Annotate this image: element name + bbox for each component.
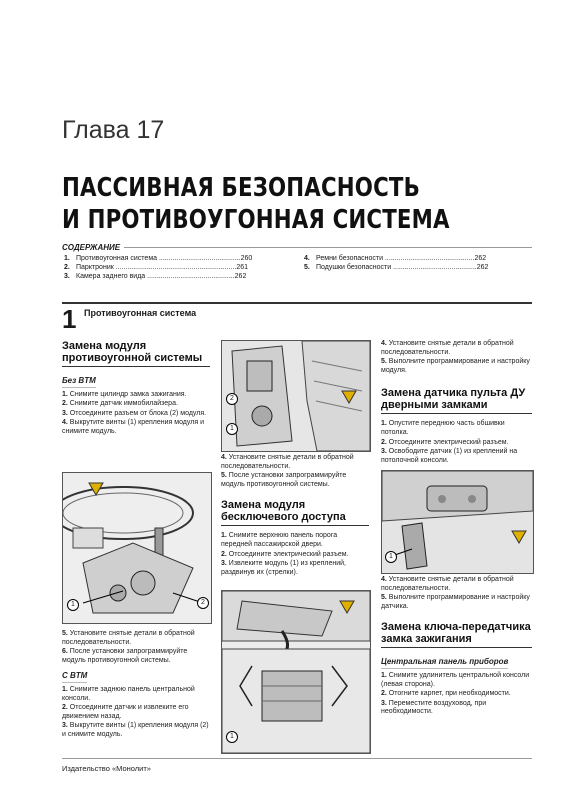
step-item xyxy=(381,672,532,689)
step-item xyxy=(381,420,532,437)
step-item xyxy=(62,686,210,703)
step-text: Установите снятые детали в обратной последовательности. xyxy=(381,340,514,356)
title-line-1: ПАССИВНАЯ БЕЗОПАСНОСТЬ xyxy=(62,173,421,203)
step-number: 5. xyxy=(62,630,68,637)
steps-list xyxy=(62,686,210,740)
step-number: 2. xyxy=(381,438,387,446)
step-number: 1. xyxy=(381,420,387,428)
step-item xyxy=(62,391,210,400)
step-text: После установки запрограммируйте модуль противоугонной системы. xyxy=(62,648,188,664)
step-text: Установите снятые детали в обратной последовательности. xyxy=(381,576,514,592)
step-number: 3. xyxy=(62,409,68,417)
section-bar xyxy=(62,302,532,334)
column-3-bottom xyxy=(381,576,532,718)
callout-2: 2 xyxy=(197,597,209,609)
step-number: 3. xyxy=(381,448,387,456)
step-number: 5. xyxy=(381,594,387,602)
chapter-label: Глава 17 xyxy=(62,116,165,144)
step-item xyxy=(221,551,369,560)
title-line-2: И ПРОТИВОУГОННАЯ СИСТЕМА xyxy=(62,205,450,235)
step-text: Выкрутите винты (1) крепления модуля (2) и снимите модуль. xyxy=(62,722,209,738)
step-text: Выполните программирование и настройку датчика. xyxy=(381,594,530,610)
figure-ceiling-sensor xyxy=(381,470,534,574)
footer-publisher: Издательство «Монолит» xyxy=(62,764,151,773)
step-text: Снимите цилиндр замка зажигания. xyxy=(69,390,187,398)
steps-list xyxy=(62,391,210,437)
toc-entry-text: Парктроник ..............................................................261 xyxy=(76,264,248,271)
step-item xyxy=(221,532,369,549)
step-text: Снимите заднюю панель центральной консоли. xyxy=(62,685,195,702)
step-number: 4. xyxy=(381,576,387,583)
toc-entry[interactable] xyxy=(64,254,290,263)
step-number: 1. xyxy=(62,685,68,693)
toc-entry-number: 1. xyxy=(64,255,70,262)
step-number: 6. xyxy=(62,648,68,656)
callout-1: 1 xyxy=(226,731,238,743)
step-text: Отсоедините разъем от блока (2) модуля. xyxy=(69,409,207,417)
step-item xyxy=(62,400,210,409)
step-text: Снимите верхнюю панель порога передней пассажирской двери. xyxy=(221,532,338,548)
step-number: 1. xyxy=(62,390,68,398)
step-text: Отогните карпет, при необходимости. xyxy=(388,690,511,698)
subheading-with-btm: С BTM xyxy=(62,672,87,683)
toc-entry-number: 4. xyxy=(304,255,310,262)
heading-keyless-module: Замена модуля бесключевого доступа xyxy=(221,499,369,526)
step-number: 3. xyxy=(62,722,68,730)
step-item xyxy=(381,690,532,699)
heading-immobilizer-module: Замена модуля противоугонной системы xyxy=(62,340,210,367)
step-item xyxy=(381,576,532,593)
steps-list xyxy=(381,576,532,611)
steps-list xyxy=(381,340,532,375)
step-item xyxy=(221,472,369,489)
column-2-text xyxy=(221,454,369,578)
step-number: 2. xyxy=(62,400,68,408)
steps-list xyxy=(381,420,532,465)
step-number: 5. xyxy=(221,472,227,480)
step-item xyxy=(62,410,210,419)
toc-entry-text: Противоугонная система ..........................................260 xyxy=(76,255,253,262)
column-3-top xyxy=(381,340,532,466)
heading-remote-sensor: Замена датчика пульта ДУ дверными замками xyxy=(381,387,532,414)
toc-entry[interactable] xyxy=(304,263,530,272)
step-number: 2. xyxy=(221,550,227,558)
step-number: 5. xyxy=(381,358,387,366)
step-number: 4. xyxy=(221,454,227,461)
callout-2: 2 xyxy=(226,393,238,405)
toc-entry-number: 3. xyxy=(64,273,70,280)
footer-divider xyxy=(62,758,532,759)
steps-list xyxy=(62,630,210,665)
step-text: Отсоедините электрический разъем. xyxy=(228,550,349,558)
toc-entry[interactable] xyxy=(64,263,290,272)
toc-entry-number: 5. xyxy=(304,264,310,271)
step-text: Установите снятые детали в обратной последовательности. xyxy=(62,630,195,646)
callout-1: 1 xyxy=(226,423,238,435)
step-number: 1. xyxy=(381,671,387,679)
step-text: Установите снятые детали в обратной последовательности. xyxy=(221,454,354,470)
step-text: Снимите удлинитель центральной консоли (левая сторона). xyxy=(381,671,530,688)
step-text: После установки запрограммируйте модуль противоугонной системы. xyxy=(221,472,347,488)
step-item xyxy=(62,648,210,665)
step-text: Извлеките модуль (1) из креплений, раздвинув их (стрелки). xyxy=(221,560,346,576)
subheading-center-panel: Центральная панель приборов xyxy=(381,658,508,669)
figure-keyless-module xyxy=(221,590,371,754)
step-item xyxy=(62,419,210,436)
steps-list xyxy=(221,532,369,577)
step-text: Отсоедините датчик и извлеките его движением назад. xyxy=(62,704,189,720)
toc-entry[interactable] xyxy=(64,272,290,281)
toc-heading: СОДЕРЖАНИЕ xyxy=(62,243,124,252)
toc-entry-text: Ремни безопасности ..............................................262 xyxy=(316,255,487,262)
step-number: 1. xyxy=(221,532,227,540)
step-text: Отсоедините электрический разъем. xyxy=(388,438,509,446)
section-number: 1 xyxy=(62,304,77,334)
heading-key-transmitter: Замена ключа-передатчика замка зажигания xyxy=(381,621,532,648)
step-number: 3. xyxy=(381,699,387,707)
step-text: Снимите датчик иммобилайзера. xyxy=(69,400,178,408)
step-item xyxy=(381,700,532,717)
callout-1: 1 xyxy=(385,551,397,563)
step-text: Выкрутите винты (1) крепления модуля и снимите модуль. xyxy=(62,419,204,435)
callout-1: 1 xyxy=(67,599,79,611)
step-text: Опустите переднюю часть обшивки потолка. xyxy=(381,420,505,436)
step-item xyxy=(221,560,369,577)
step-item xyxy=(221,454,369,471)
step-item xyxy=(381,439,532,448)
section-title: Противоугонная система xyxy=(84,308,197,318)
step-item xyxy=(62,704,210,721)
step-item xyxy=(381,448,532,465)
steps-list xyxy=(221,454,369,489)
step-item xyxy=(381,594,532,611)
step-number: 2. xyxy=(62,704,68,712)
steps-list xyxy=(381,672,532,717)
step-number: 2. xyxy=(381,690,387,698)
subheading-no-btm: Без BTM xyxy=(62,377,96,388)
toc-entry[interactable] xyxy=(304,254,530,263)
step-item xyxy=(381,340,532,357)
column-1-bottom xyxy=(62,630,210,741)
figure-console-module xyxy=(221,340,371,452)
step-number: 3. xyxy=(221,560,227,568)
toc-entry-text: Камера заднего вида .............................................262 xyxy=(76,273,247,280)
column-1-top xyxy=(62,340,210,438)
step-text: Освободите датчик (1) из креплений на потолочной консоли. xyxy=(381,448,518,464)
step-text: Выполните программирование и настройку модуля. xyxy=(381,358,530,374)
figure-steering-column xyxy=(62,472,212,624)
toc-entry-text: Подушки безопасности ...........................................262 xyxy=(316,264,489,271)
step-item xyxy=(62,630,210,647)
step-item xyxy=(381,358,532,375)
toc-divider xyxy=(62,247,532,248)
step-number: 4. xyxy=(62,419,68,427)
step-text: Переместите воздуховод, при необходимости. xyxy=(381,699,487,716)
toc-entry-number: 2. xyxy=(64,264,70,271)
page-title xyxy=(62,172,565,236)
step-number: 4. xyxy=(381,340,387,347)
step-item xyxy=(62,722,210,739)
